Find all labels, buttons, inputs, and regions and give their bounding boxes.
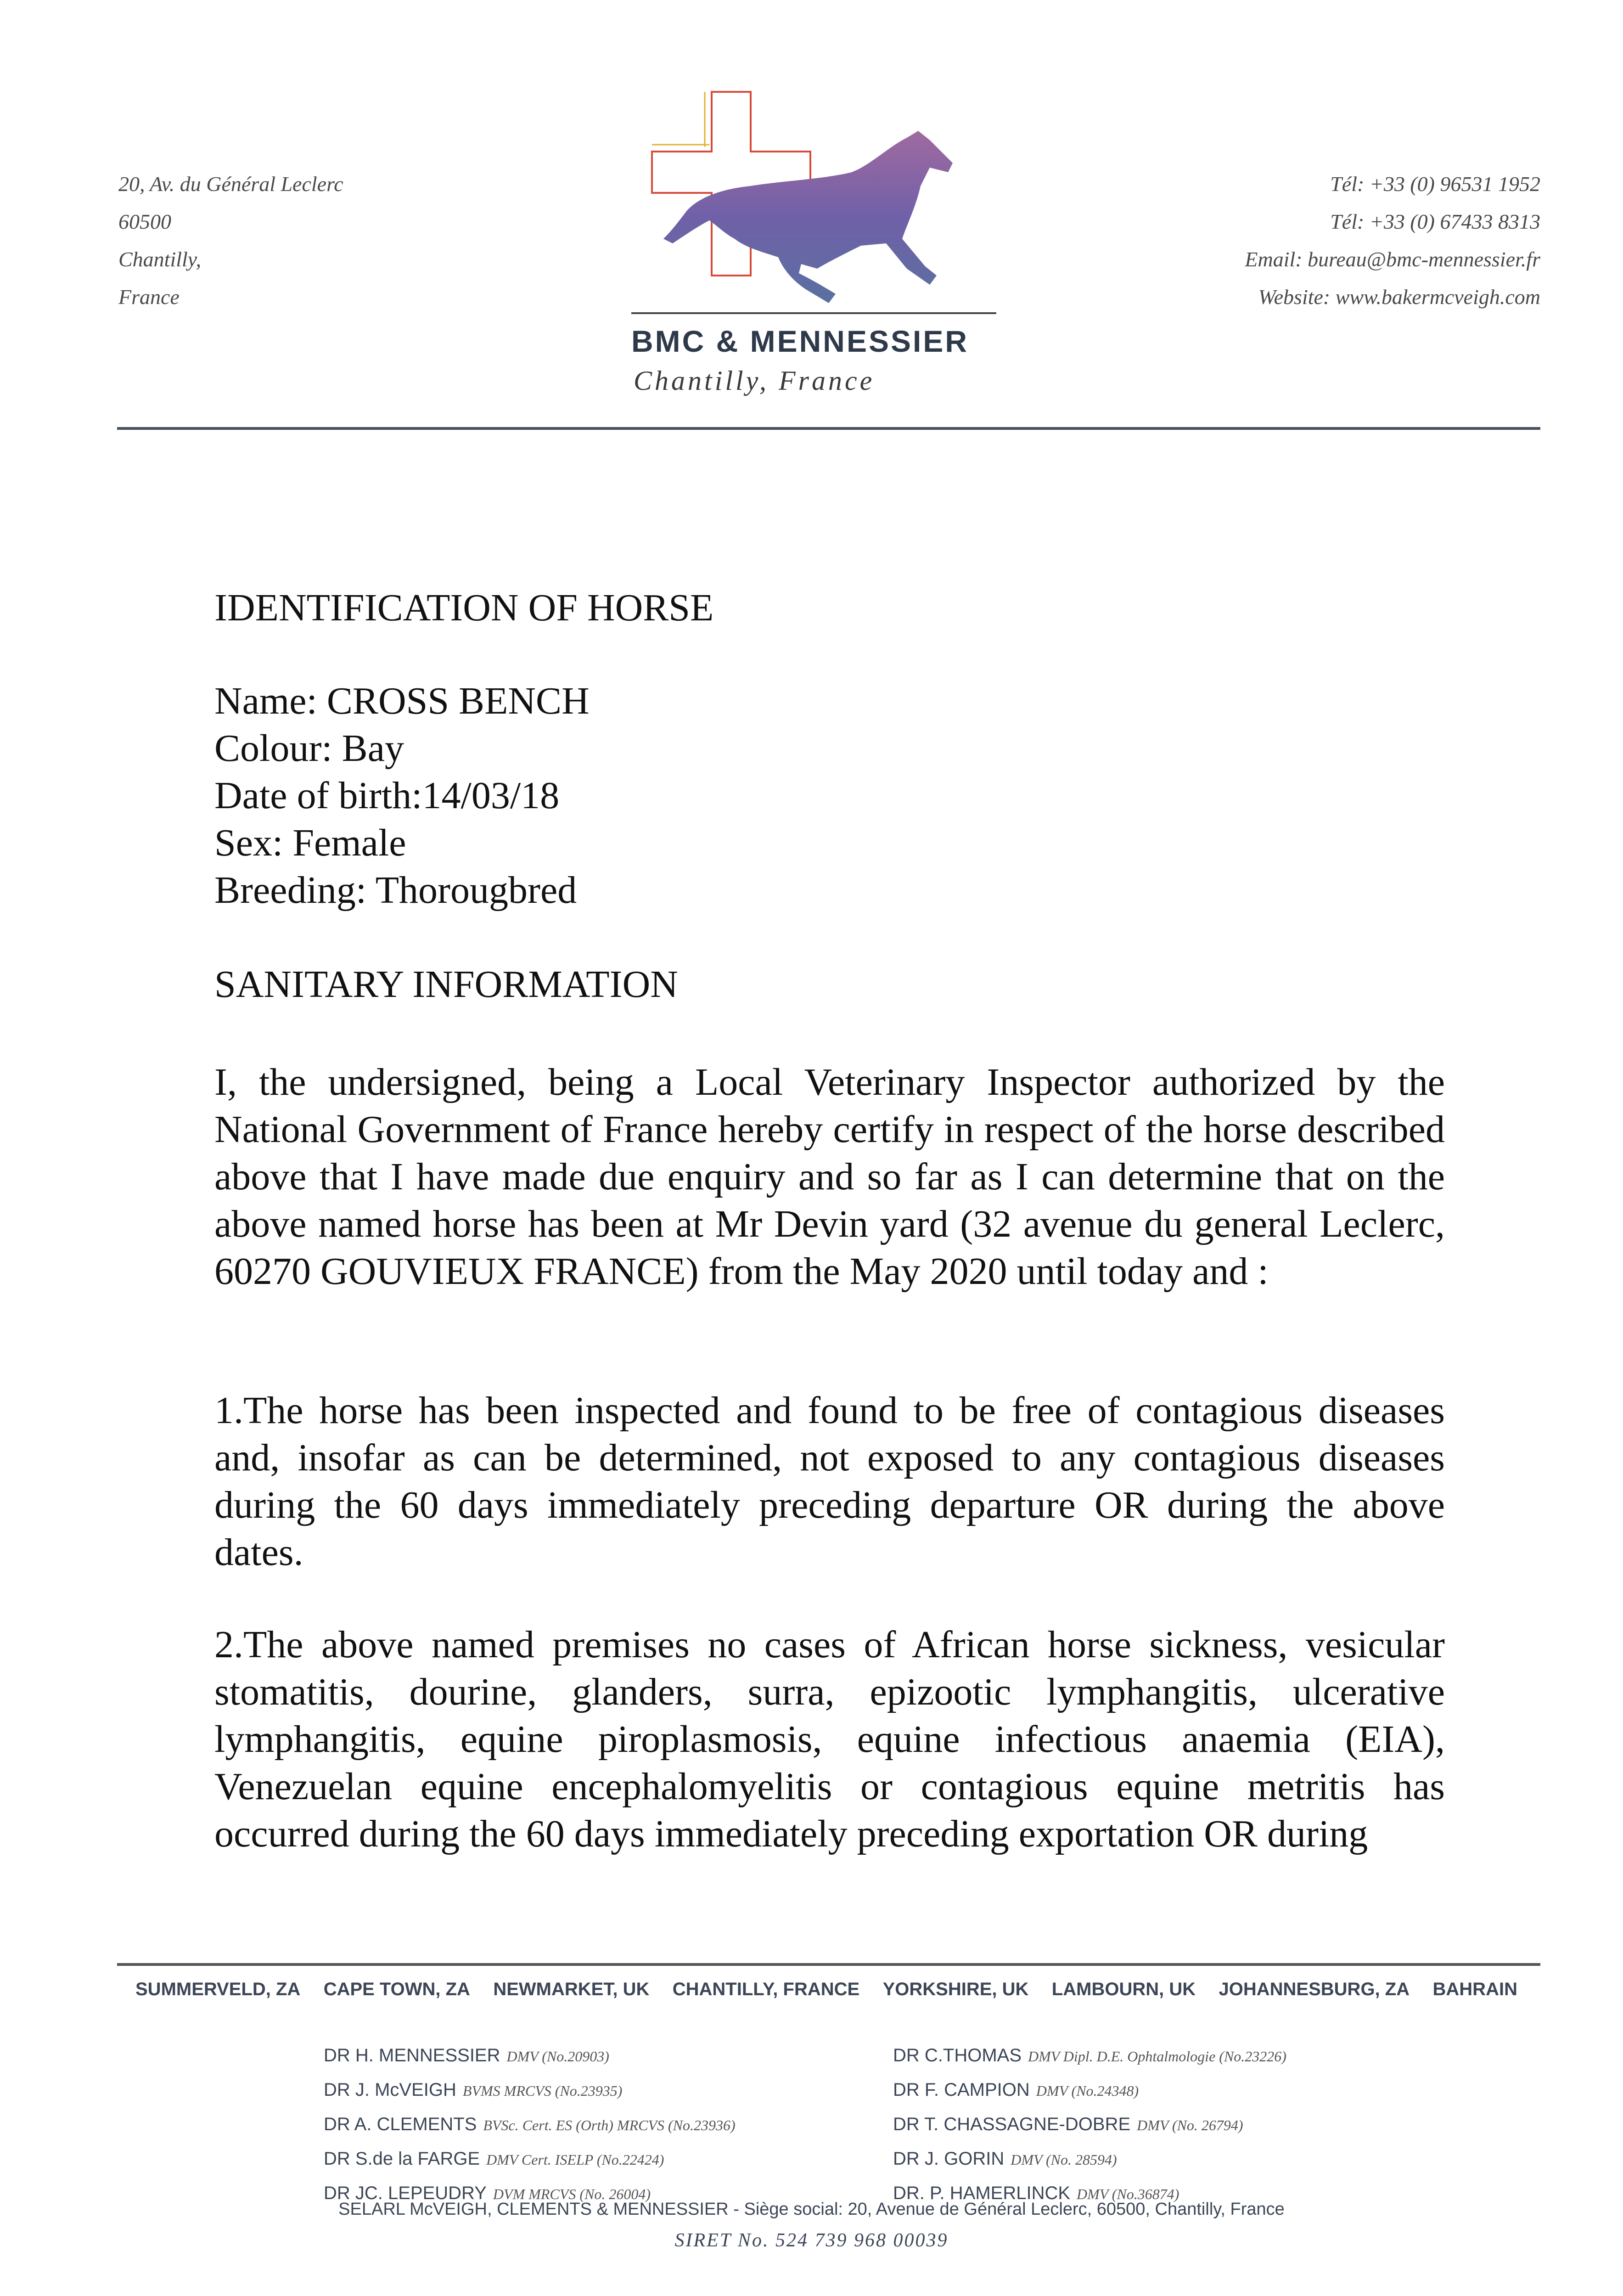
- phone-1: Tél: +33 (0) 96531 1952: [1330, 172, 1540, 196]
- header-divider: [117, 427, 1540, 430]
- doctor-entry: DR A. CLEMENTS BVSc. Cert. ES (Orth) MRCVS (No.23936): [324, 2114, 736, 2134]
- logo-divider: [631, 312, 996, 314]
- email: Email: bureau@bmc-mennessier.fr: [1245, 248, 1540, 271]
- doctor-entry: DR S.de la FARGE DMV Cert. ISELP (No.22424): [324, 2149, 664, 2169]
- address-line: 20, Av. du Général Leclerc: [118, 172, 343, 196]
- certification-paragraph: I, the undersigned, being a Local Veterinary Inspector authorized by the National Government of France hereby certify in respect of the horse described above that I have made due enquiry and so far as I can determine that on the above named horse has been at Mr Devin yard (32 avenue du general Leclerc, 60270 GOUVIEUX FRANCE) from the May 2020 until today and :: [214, 1061, 1445, 1293]
- doctor-entry: DR JC. LEPEUDRY DVM MRCVS (No. 26004): [324, 2183, 651, 2203]
- address-line: Chantilly,: [118, 248, 202, 271]
- doctor-entry: DR. P. HAMERLINCK DMV (No.36874): [893, 2183, 1179, 2203]
- doctor-entry: DR J. McVEIGH BVMS MRCVS (No.23935): [324, 2080, 623, 2100]
- office: LAMBOURN, UK: [1051, 1979, 1196, 1999]
- address-block: [118, 165, 343, 316]
- office-locations: [135, 1979, 1517, 2000]
- identification-heading: IDENTIFICATION OF HORSE: [214, 586, 714, 629]
- website: Website: www.bakermcveigh.com: [1258, 285, 1540, 309]
- horse-dob: Date of birth:14/03/18: [214, 774, 560, 817]
- office: CAPE TOWN, ZA: [323, 1979, 470, 1999]
- office: CHANTILLY, FRANCE: [672, 1979, 860, 1999]
- office: BAHRAIN: [1432, 1979, 1517, 1999]
- brand-name: BMC & MENNESSIER: [631, 324, 969, 358]
- company-registration: SELARL McVEIGH, CLEMENTS & MENNESSIER - Siège social: 20, Avenue de Général Leclerc, 60500, Chantilly, France: [338, 2200, 1285, 2219]
- horse-details: [214, 677, 590, 914]
- contact-block: [1245, 165, 1540, 316]
- clause-2: 2.The above named premises no cases of African horse sickness, vesicular stomatitis, dourine, glanders, surra, epizootic lymphangitis, ulcerative lymphangitis, equine piroplasmosis, equine infectious anaemia (EIA), Venezuelan equine encephalomyelitis or contagious equine metritis has occurred during the 60 days immediately preceding exportation OR during: [214, 1623, 1445, 1855]
- doctor-entry: DR T. CHASSAGNE-DOBRE DMV (No. 26794): [893, 2114, 1243, 2134]
- doctor-entry: DR J. GORIN DMV (No. 28594): [893, 2149, 1117, 2169]
- brand-location: Chantilly, France: [634, 366, 875, 396]
- address-line: 60500: [118, 210, 171, 233]
- horse-name: Name: CROSS BENCH: [214, 680, 590, 722]
- office: NEWMARKET, UK: [493, 1979, 650, 1999]
- doctor-entry: DR H. MENNESSIER DMV (No.20903): [324, 2045, 609, 2065]
- phone-2: Tél: +33 (0) 67433 8313: [1330, 210, 1540, 233]
- address-line: France: [118, 285, 180, 309]
- horse-colour: Colour: Bay: [214, 727, 404, 770]
- office: YORKSHIRE, UK: [882, 1979, 1029, 1999]
- doctors-left: [324, 2039, 736, 2211]
- siret-number: SIRET No. 524 739 968 00039: [674, 2230, 949, 2251]
- doctors-right: [893, 2039, 1286, 2211]
- sanitary-heading: SANITARY INFORMATION: [214, 963, 678, 1006]
- doctor-entry: DR C.THOMAS DMV Dipl. D.E. Ophtalmologie (No.23226): [893, 2045, 1286, 2065]
- clause-1: 1.The horse has been inspected and found to be free of contagious diseases and, insofar as can be determined, not exposed to any contagious diseases during the 60 days immediately preceding departure OR during the above dates.: [214, 1389, 1445, 1574]
- logo-icon: [631, 87, 999, 317]
- horse-sex: Sex: Female: [214, 822, 406, 864]
- horse-breeding: Breeding: Thorougbred: [214, 869, 577, 912]
- office: SUMMERVELD, ZA: [135, 1979, 301, 1999]
- office: JOHANNESBURG, ZA: [1219, 1979, 1410, 1999]
- footer-divider: [117, 1963, 1540, 1966]
- doctor-entry: DR F. CAMPION DMV (No.24348): [893, 2080, 1139, 2100]
